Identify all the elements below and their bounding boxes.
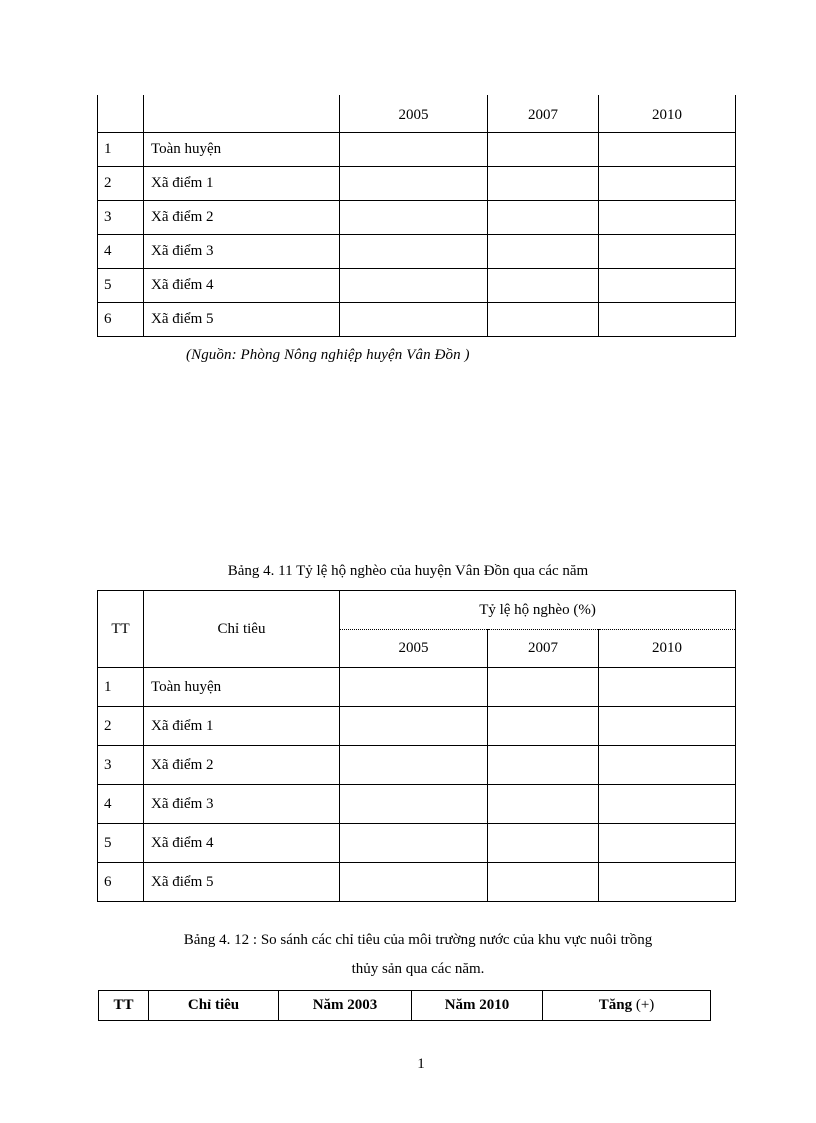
empty-cell: [599, 863, 736, 902]
empty-cell: [340, 269, 488, 303]
year-header: 2007: [488, 95, 599, 133]
empty-cell: [599, 668, 736, 707]
row-number: 3: [98, 201, 144, 235]
row-label: Xã điểm 2: [144, 746, 340, 785]
poverty-rate-table: [97, 590, 736, 902]
empty-cell: [599, 785, 736, 824]
year-header: 2010: [599, 630, 736, 668]
empty-cell: [599, 133, 736, 167]
increase-word: Tăng: [598, 997, 633, 1013]
table-row: [98, 167, 736, 201]
table-continued: [97, 95, 736, 337]
row-number: 5: [98, 269, 144, 303]
page-number: 1: [417, 1056, 425, 1072]
header-cell-empty: [98, 95, 144, 133]
header-year-2003: Năm 2003: [279, 991, 412, 1021]
empty-cell: [340, 785, 488, 824]
empty-cell: [340, 167, 488, 201]
empty-cell: [340, 863, 488, 902]
table-row: [98, 707, 736, 746]
empty-cell: [488, 746, 599, 785]
table-header-row: [98, 591, 736, 630]
table-caption: Bảng 4. 11 Tỷ lệ hộ nghèo của huyện Vân Đồn qua các năm: [227, 563, 589, 579]
table-row: [98, 269, 736, 303]
header-cell-empty: [144, 95, 340, 133]
table-header-row: [99, 991, 711, 1021]
empty-cell: [488, 303, 599, 337]
empty-cell: [340, 235, 488, 269]
row-label: Xã điểm 3: [144, 235, 340, 269]
empty-cell: [488, 824, 599, 863]
empty-cell: [599, 235, 736, 269]
header-tt: TT: [99, 991, 149, 1021]
row-label: Xã điểm 4: [144, 824, 340, 863]
empty-cell: [340, 824, 488, 863]
row-label: Xã điểm 1: [144, 167, 340, 201]
table-row: [98, 133, 736, 167]
year-header: 2005: [340, 630, 488, 668]
row-number: 4: [98, 785, 144, 824]
header-tt: TT: [98, 591, 144, 668]
water-environment-table: [98, 990, 711, 1021]
increase-sign: (+): [635, 997, 655, 1013]
row-label: Xã điểm 5: [144, 303, 340, 337]
table-row: [98, 785, 736, 824]
empty-cell: [599, 824, 736, 863]
year-header: 2010: [599, 95, 736, 133]
group-header: Tỷ lệ hộ nghèo (%): [340, 591, 736, 630]
row-label: Toàn huyện: [144, 668, 340, 707]
empty-cell: [599, 269, 736, 303]
row-number: 3: [98, 746, 144, 785]
row-label: Xã điểm 2: [144, 201, 340, 235]
table-caption: Bảng 4. 12 : So sánh các chỉ tiêu của môi trường nước của khu vực nuôi trồng: [183, 932, 653, 948]
table-row: [98, 746, 736, 785]
empty-cell: [599, 201, 736, 235]
table-row: [98, 235, 736, 269]
empty-cell: [488, 863, 599, 902]
empty-cell: [488, 269, 599, 303]
header-label: Chỉ tiêu: [144, 591, 340, 668]
table-row: [98, 668, 736, 707]
empty-cell: [340, 746, 488, 785]
empty-cell: [340, 303, 488, 337]
empty-cell: [488, 201, 599, 235]
row-number: 2: [98, 707, 144, 746]
row-label: Toàn huyện: [144, 133, 340, 167]
row-label: Xã điểm 1: [144, 707, 340, 746]
header-year-2010: Năm 2010: [412, 991, 543, 1021]
header-label: Chỉ tiêu: [149, 991, 279, 1021]
empty-cell: [599, 167, 736, 201]
empty-cell: [599, 746, 736, 785]
table-row: [98, 863, 736, 902]
row-number: 1: [98, 133, 144, 167]
year-header: 2007: [488, 630, 599, 668]
empty-cell: [340, 707, 488, 746]
row-number: 6: [98, 303, 144, 337]
row-label: Xã điểm 5: [144, 863, 340, 902]
empty-cell: [488, 235, 599, 269]
empty-cell: [488, 707, 599, 746]
header-increase: [543, 991, 711, 1021]
table-row: [98, 201, 736, 235]
row-number: 1: [98, 668, 144, 707]
row-label: Xã điểm 4: [144, 269, 340, 303]
empty-cell: [488, 133, 599, 167]
table-caption-continued: thủy sản qua các năm.: [351, 961, 485, 977]
row-number: 4: [98, 235, 144, 269]
row-label: Xã điểm 3: [144, 785, 340, 824]
row-number: 6: [98, 863, 144, 902]
table-header-row: [98, 95, 736, 133]
empty-cell: [340, 201, 488, 235]
empty-cell: [599, 303, 736, 337]
empty-cell: [599, 707, 736, 746]
table-row: [98, 824, 736, 863]
table-row: [98, 303, 736, 337]
source-note: (Nguồn: Phòng Nông nghiệp huyện Vân Đồn ): [186, 347, 470, 363]
empty-cell: [340, 668, 488, 707]
empty-cell: [488, 668, 599, 707]
empty-cell: [340, 133, 488, 167]
row-number: 2: [98, 167, 144, 201]
row-number: 5: [98, 824, 144, 863]
year-header: 2005: [340, 95, 488, 133]
empty-cell: [488, 785, 599, 824]
empty-cell: [488, 167, 599, 201]
